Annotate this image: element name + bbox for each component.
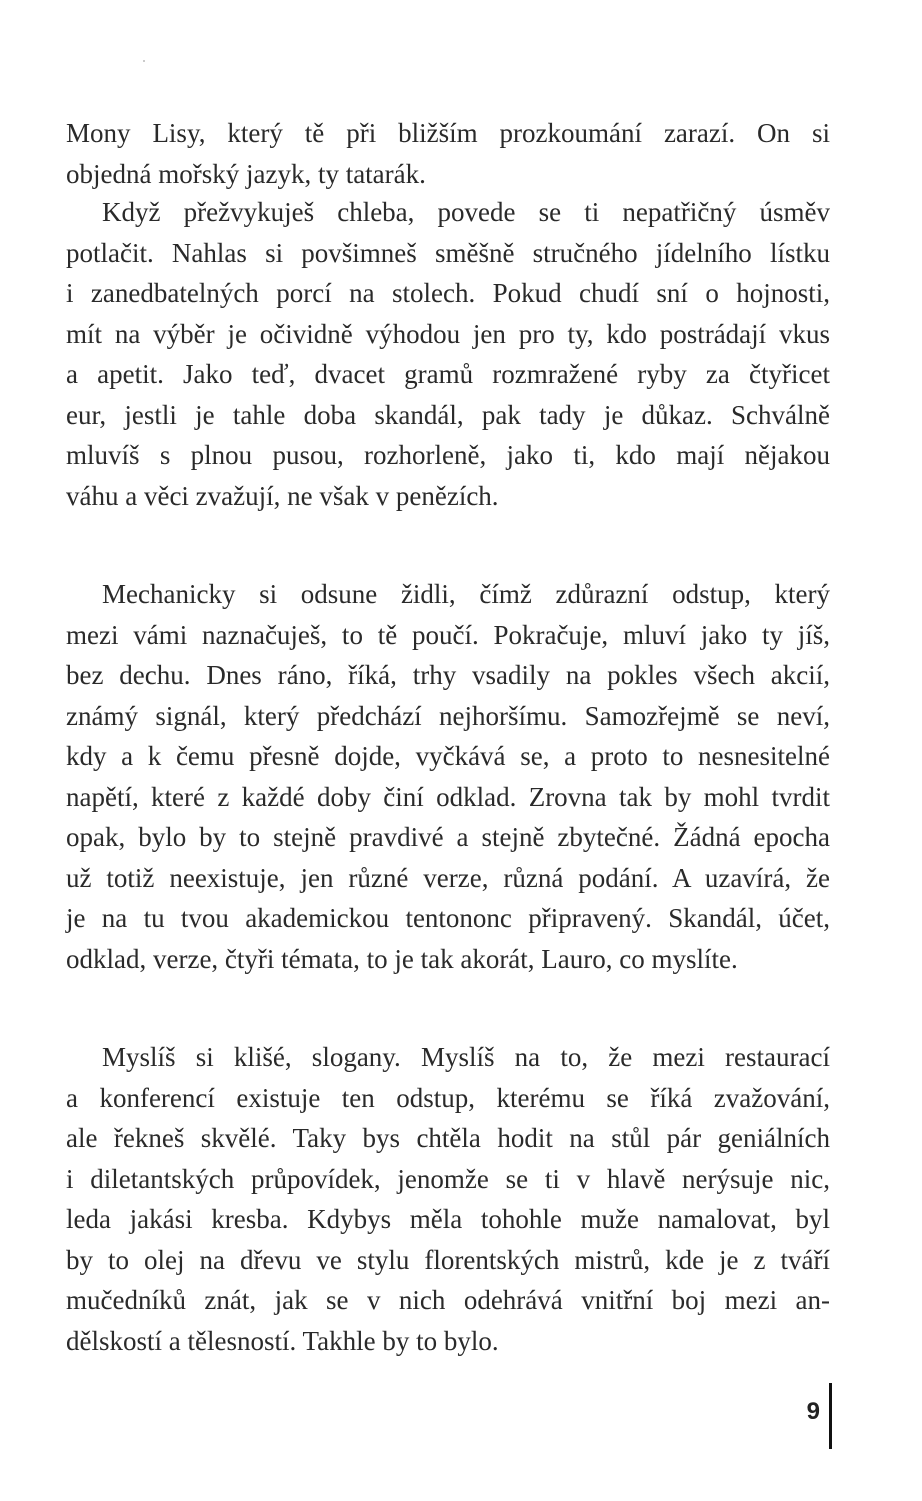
text-line: je na tu tvou akademickou tentononc připravený. Skandál, účet, bbox=[66, 903, 830, 933]
text-line: mučedníků znát, jak se v nich odehrává vnitřní boj mezi an- bbox=[66, 1285, 830, 1315]
text-line: leda jakási kresba. Kdybys měla tohohle muže namalovat, byl bbox=[66, 1204, 830, 1234]
text-line: opak, bylo by to stejně pravdivé a stejně zbytečné. Žádná epocha bbox=[66, 822, 830, 852]
text-line: eur, jestli je tahle doba skandál, pak tady je důkaz. Schválně bbox=[66, 399, 830, 430]
text-line: Mechanicky si odsune židli, čímž zdůrazní odstup, který bbox=[102, 579, 830, 609]
text-line: mezi vámi naznačuješ, to tě poučí. Pokračuje, mluví jako ty jíš, bbox=[66, 619, 830, 650]
text-line: Mony Lisy, který tě při bližším prozkoumání zarazí. On si bbox=[66, 118, 830, 148]
page-number: 9 bbox=[806, 1398, 820, 1425]
text-line: i zanedbatelných porcí na stolech. Pokud chudí sní o hojnosti, bbox=[66, 278, 830, 308]
text-line: známý signál, který předchází nejhoršímu. Samozřejmě se neví, bbox=[66, 700, 830, 731]
text-line: Myslíš si klišé, slogany. Myslíš na to, že mezi restaurací bbox=[102, 1042, 830, 1072]
text-line: mluvíš s plnou pusou, rozhorleně, jako ti, kdo mají nějakou bbox=[66, 440, 830, 470]
text-line: i diletantských průpovídek, jenomže se ti v hlavě nerýsuje nic, bbox=[66, 1163, 830, 1194]
text-line: bez dechu. Dnes ráno, říká, trhy vsadily na pokles všech akcií, bbox=[66, 660, 830, 690]
paragraph-3 bbox=[66, 574, 830, 979]
paragraph-1 bbox=[66, 113, 830, 194]
text-line: Když přežvykuješ chleba, povede se ti nepatřičný úsměv bbox=[102, 197, 830, 227]
text-line: váhu a věci zvažují, ne však v penězích. bbox=[66, 480, 499, 511]
text-line: už totiž neexistuje, jen různé verze, různá podání. A uzavírá, že bbox=[66, 862, 830, 893]
scan-speck bbox=[143, 60, 145, 62]
text-line: napětí, které z každé doby činí odklad. Zrovna tak by mohl tvrdit bbox=[66, 781, 830, 812]
text-line: a konferencí existuje ten odstup, kterému se říká zvažování, bbox=[66, 1082, 830, 1113]
text-line: potlačit. Nahlas si povšimneš směšně stručného jídelního lístku bbox=[66, 237, 830, 268]
text-line: by to olej na dřevu ve stylu florentských mistrů, kde je z tváří bbox=[66, 1244, 830, 1275]
text-line: ale řekneš skvělé. Taky bys chtěla hodit na stůl pár geniálních bbox=[66, 1123, 830, 1153]
text-line: odklad, verze, čtyři témata, to je tak akorát, Lauro, co myslíte. bbox=[66, 943, 738, 974]
text-line: kdy a k čemu přesně dojde, vyčkává se, a proto to nesnesitelné bbox=[66, 741, 830, 771]
text-line: a apetit. Jako teď, dvacet gramů rozmražené ryby za čtyřicet bbox=[66, 359, 830, 389]
paragraph-2 bbox=[66, 192, 830, 516]
page-number-rule bbox=[829, 1383, 832, 1449]
text-line: mít na výběr je očividně výhodou jen pro ty, kdo postrádají vkus bbox=[66, 318, 830, 349]
paragraph-4 bbox=[66, 1037, 830, 1361]
text-line: objedná mořský jazyk, ty tatarák. bbox=[66, 158, 426, 189]
text-line: dělskostí a tělesností. Takhle by to bylo. bbox=[66, 1325, 499, 1356]
